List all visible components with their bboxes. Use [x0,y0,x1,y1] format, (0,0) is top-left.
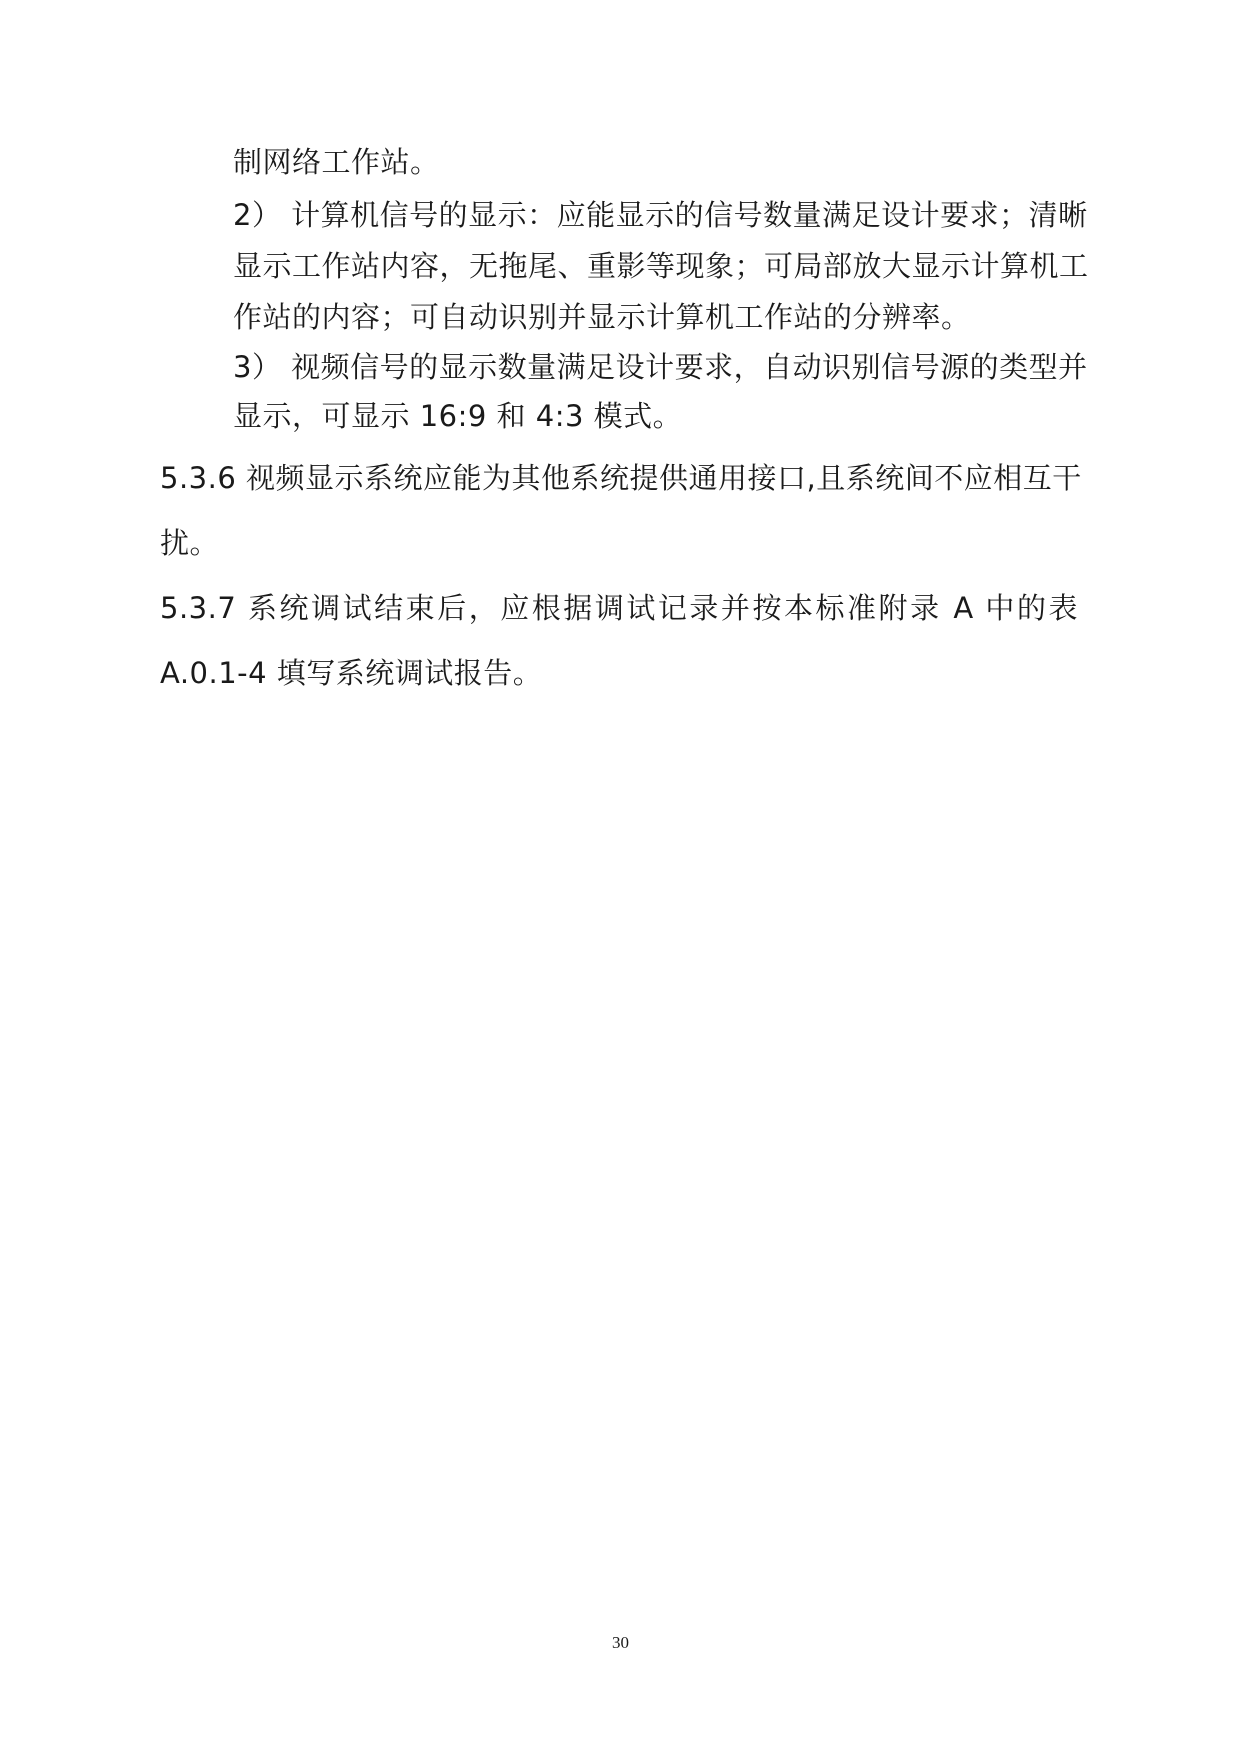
clause-5-3-6-line-2: 扰。 [160,526,220,560]
clause-5-3-7-line-2: A.0.1-4 填写系统调试报告。 [160,656,543,690]
clause-5-3-7-line-1: 5.3.7 系统调试结束后，应根据调试记录并按本标准附录 A 中的表 [160,591,1078,625]
list-item-2-line-1: 2） 计算机信号的显示：应能显示的信号数量满足设计要求；清晰 [233,198,1088,232]
list-item-2-line-2: 显示工作站内容，无拖尾、重影等现象；可局部放大显示计算机工 [233,249,1089,283]
list-item-3-line-2: 显示，可显示 16:9 和 4:3 模式。 [233,399,683,433]
list-item-2-line-3: 作站的内容；可自动识别并显示计算机工作站的分辨率。 [233,300,971,334]
clause-5-3-6-line-1: 5.3.6 视频显示系统应能为其他系统提供通用接口,且系统间不应相互干 [160,461,1082,495]
page-number: 30 [612,1633,629,1652]
text-line: 制网络工作站。 [233,145,440,179]
list-item-3-line-1: 3） 视频信号的显示数量满足设计要求，自动识别信号源的类型并 [233,350,1088,384]
